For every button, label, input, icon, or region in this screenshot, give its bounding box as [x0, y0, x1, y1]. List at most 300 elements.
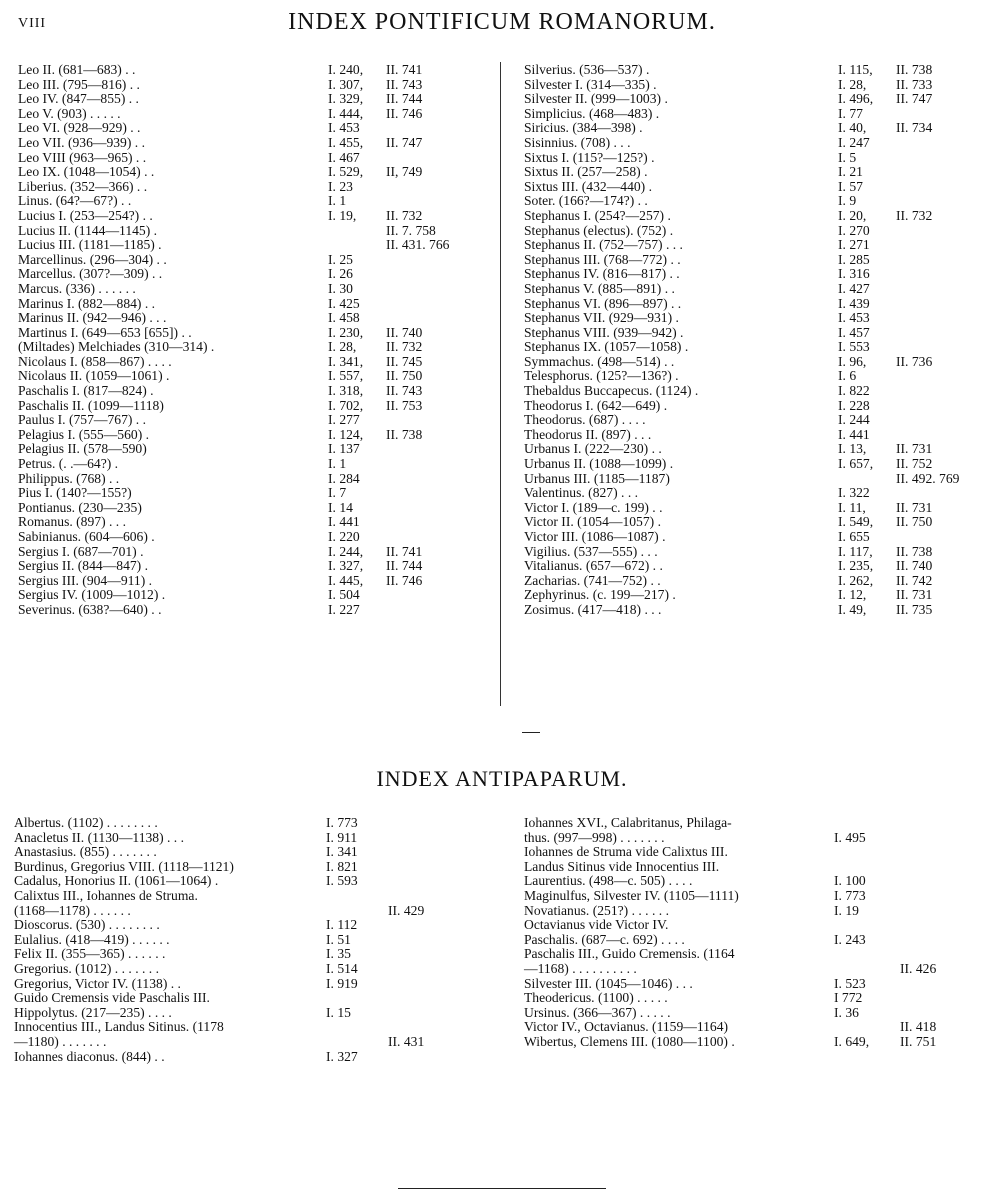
- pope-entry: [18, 340, 488, 355]
- entry-name: Wibertus, Clemens III. (1080—1100) .: [524, 1033, 735, 1049]
- entry-name: Sixtus I. (115?—125?) .: [524, 149, 655, 165]
- entry-name: Lucius I. (253—254?) . .: [18, 207, 153, 223]
- entry-name: (1168—1178) . . . . . .: [14, 902, 131, 918]
- volume-one-ref: I. 271: [838, 237, 870, 253]
- entry-name: Leo III. (795—816) . .: [18, 76, 140, 92]
- pope-entry: [18, 194, 488, 209]
- entry-name: Silvester III. (1045—1046) . . .: [524, 975, 693, 991]
- volume-one-ref: I. 341,: [328, 353, 364, 369]
- page-number: VIII: [18, 16, 47, 31]
- pope-entry: [524, 194, 994, 209]
- antipope-entry: [524, 1006, 994, 1021]
- pope-entry: [524, 165, 994, 180]
- volume-one-ref: I. 285: [838, 251, 870, 267]
- volume-one-ref: I. 243: [834, 931, 866, 947]
- volume-one-ref: I. 557,: [328, 368, 364, 384]
- volume-one-ref: I. 117,: [838, 543, 873, 559]
- pope-entry: [524, 107, 994, 122]
- volume-one-ref: I. 244,: [328, 543, 364, 559]
- pope-entry: [524, 486, 994, 501]
- pope-entry: [18, 209, 488, 224]
- volume-one-ref: I. 702,: [328, 397, 364, 413]
- volume-one-ref: I. 327: [326, 1048, 358, 1064]
- antipope-entry: [14, 831, 484, 846]
- volume-one-ref: I. 40,: [838, 120, 867, 136]
- pope-entry: [18, 92, 488, 107]
- entry-name: Cadalus, Honorius II. (1061—1064) .: [14, 873, 219, 889]
- antipapae-left-column: [14, 816, 484, 1064]
- entry-name: Philippus. (768) . .: [18, 470, 120, 486]
- entry-name: Urbanus I. (222—230) . .: [524, 441, 662, 457]
- pope-entry: [524, 559, 994, 574]
- entry-name: Pelagius I. (555—560) .: [18, 426, 150, 442]
- bottom-rule: [398, 1188, 606, 1189]
- pope-entry: [18, 413, 488, 428]
- volume-two-ref: II. 7. 758: [386, 222, 436, 238]
- entry-name: Lucius II. (1144—1145) .: [18, 222, 158, 238]
- entry-name: Gregorius, Victor IV. (1138) . .: [14, 975, 181, 991]
- volume-one-ref: I. 230,: [328, 324, 364, 340]
- entry-name: Sergius II. (844—847) .: [18, 558, 149, 574]
- pope-entry: [18, 515, 488, 530]
- entry-name: Silverius. (536—537) .: [524, 62, 650, 77]
- volume-one-ref: I. 14: [328, 499, 353, 515]
- volume-one-ref: I. 112: [326, 917, 358, 933]
- volume-one-ref: I. 124,: [328, 426, 364, 442]
- volume-two-ref: II. 732: [386, 207, 423, 223]
- pope-entry: [524, 369, 994, 384]
- pope-entry: [18, 501, 488, 516]
- entry-name: Sabinianus. (604—606) .: [18, 529, 155, 544]
- volume-one-ref: I. 19: [834, 902, 859, 918]
- entry-name: Hippolytus. (217—235) . . . .: [14, 1004, 172, 1020]
- entry-name: Marinus II. (942—946) . . .: [18, 310, 167, 326]
- volume-one-ref: I. 919: [326, 975, 358, 991]
- volume-one-ref: I. 137: [328, 441, 360, 457]
- entry-name: Ursinus. (366—367) . . . . .: [524, 1004, 671, 1020]
- entry-name: Pelagius II. (578—590): [18, 441, 147, 457]
- pope-entry: [524, 442, 994, 457]
- volume-one-ref: I. 316: [838, 266, 870, 282]
- entry-name: Stephanus VII. (929—931) .: [524, 310, 679, 326]
- pope-entry: [524, 588, 994, 603]
- entry-name: Leo VIII (963—965) . .: [18, 149, 147, 165]
- entry-name: Martinus I. (649—653 [655]) . .: [18, 324, 192, 340]
- antipope-entry: [14, 904, 484, 919]
- entry-name: Urbanus II. (1088—1099) .: [524, 456, 674, 472]
- pope-entry: [18, 559, 488, 574]
- volume-one-ref: I. 6: [838, 368, 857, 384]
- volume-two-ref: II. 735: [896, 601, 933, 617]
- pope-entry: [18, 369, 488, 384]
- entry-name: Innocentius III., Landus Sitinus. (1178: [14, 1019, 224, 1035]
- pontifices-right-column: [524, 63, 994, 618]
- entry-name: Pontianus. (230—235): [18, 499, 142, 515]
- antipope-entry: [14, 1050, 484, 1065]
- entry-name: Nicolaus I. (858—867) . . . .: [18, 353, 172, 369]
- pope-entry: [524, 63, 994, 78]
- volume-one-ref: I. 23: [328, 178, 353, 194]
- volume-two-ref: II. 431. 766: [386, 237, 450, 253]
- volume-one-ref: I. 228: [838, 397, 870, 413]
- pope-entry: [524, 282, 994, 297]
- entry-name: Leo V. (903) . . . . .: [18, 105, 121, 121]
- pope-entry: [524, 340, 994, 355]
- entry-name: Telesphorus. (125?—136?) .: [524, 368, 679, 384]
- volume-one-ref: I. 9: [838, 193, 857, 209]
- volume-one-ref: I. 553: [838, 339, 870, 355]
- entry-name: Marcus. (336) . . . . . .: [18, 280, 136, 296]
- antipope-entry: [524, 860, 994, 875]
- volume-two-ref: II. 732: [386, 339, 423, 355]
- volume-one-ref: I. 911: [326, 829, 358, 845]
- volume-one-ref: I. 327,: [328, 558, 364, 574]
- pope-entry: [524, 209, 994, 224]
- entry-name: Soter. (166?—174?) . .: [524, 193, 648, 209]
- antipope-entry: [14, 1006, 484, 1021]
- volume-two-ref: II. 744: [386, 91, 423, 107]
- entry-name: Theodericus. (1100) . . . . .: [524, 990, 668, 1006]
- volume-one-ref: I. 457: [838, 324, 870, 340]
- pope-entry: [18, 151, 488, 166]
- entry-name: Dioscorus. (530) . . . . . . . .: [14, 917, 160, 933]
- volume-one-ref: I. 115,: [838, 62, 873, 77]
- volume-two-ref: II. 742: [896, 572, 933, 588]
- entry-name: Stephanus (electus). (752) .: [524, 222, 674, 238]
- volume-two-ref: II. 744: [386, 558, 423, 574]
- volume-two-ref: II. 731: [896, 499, 933, 515]
- volume-one-ref: I. 549,: [838, 514, 874, 530]
- entry-name: Stephanus VIII. (939—942) .: [524, 324, 684, 340]
- volume-one-ref: I. 35: [326, 946, 351, 962]
- antipope-entry: [524, 845, 994, 860]
- pope-entry: [18, 180, 488, 195]
- entry-name: Novatianus. (251?) . . . . . .: [524, 902, 669, 918]
- pope-entry: [18, 399, 488, 414]
- volume-one-ref: I. 15: [326, 1004, 351, 1020]
- volume-one-ref: I 772: [834, 990, 863, 1006]
- volume-one-ref: I. 453: [328, 120, 360, 136]
- pope-entry: [18, 457, 488, 472]
- pope-entry: [524, 515, 994, 530]
- antipope-entry: [14, 860, 484, 875]
- entry-name: Stephanus II. (752—757) . . .: [524, 237, 683, 253]
- pope-entry: [524, 92, 994, 107]
- volume-one-ref: I. 496,: [838, 91, 874, 107]
- pope-entry: [18, 326, 488, 341]
- volume-two-ref: II. 733: [896, 76, 933, 92]
- volume-one-ref: I. 57: [838, 178, 863, 194]
- entry-name: Sixtus III. (432—440) .: [524, 178, 652, 194]
- entry-name: Severinus. (638?—640) . .: [18, 601, 162, 617]
- entry-name: Marinus I. (882—884) . .: [18, 295, 156, 311]
- pope-entry: [524, 267, 994, 282]
- antipope-entry: [14, 962, 484, 977]
- pope-entry: [18, 545, 488, 560]
- entry-name: Guido Cremensis vide Paschalis III.: [14, 990, 210, 1006]
- volume-one-ref: I. 318,: [328, 383, 364, 399]
- pope-entry: [18, 136, 488, 151]
- volume-one-ref: I. 455,: [328, 134, 364, 150]
- pope-entry: [18, 588, 488, 603]
- entry-name: Iohannes diaconus. (844) . .: [14, 1048, 165, 1064]
- antipope-entry: [14, 845, 484, 860]
- volume-one-ref: I. 458: [328, 310, 360, 326]
- entry-name: Urbanus III. (1185—1187): [524, 470, 670, 486]
- volume-one-ref: I. 427: [838, 280, 870, 296]
- volume-one-ref: I. 441: [838, 426, 870, 442]
- entry-name: Stephanus III. (768—772) . .: [524, 251, 681, 267]
- antipope-entry: [14, 991, 484, 1006]
- entry-name: Maginulfus, Silvester IV. (1105—1111): [524, 887, 739, 903]
- volume-one-ref: I. 270: [838, 222, 870, 238]
- volume-one-ref: I. 12,: [838, 587, 867, 603]
- volume-one-ref: I. 21: [838, 164, 863, 180]
- volume-two-ref: II, 749: [386, 164, 423, 180]
- volume-one-ref: I. 49,: [838, 601, 867, 617]
- entry-name: Paschalis III., Guido Cremensis. (1164: [524, 946, 735, 962]
- entry-name: Victor IV., Octavianus. (1159—1164): [524, 1019, 729, 1035]
- entry-name: Gregorius. (1012) . . . . . . .: [14, 960, 159, 976]
- volume-one-ref: I. 441: [328, 514, 360, 530]
- volume-two-ref: II. 731: [896, 587, 933, 603]
- antipope-entry: [524, 831, 994, 846]
- pope-entry: [524, 530, 994, 545]
- entry-name: Sergius IV. (1009—1012) .: [18, 587, 166, 603]
- volume-one-ref: I. 657,: [838, 456, 874, 472]
- volume-two-ref: II. 738: [896, 543, 933, 559]
- volume-one-ref: I. 523: [834, 975, 866, 991]
- antipope-entry: [524, 816, 994, 831]
- entry-name: Stephanus VI. (896—897) . .: [524, 295, 682, 311]
- volume-two-ref: II. 753: [386, 397, 423, 413]
- volume-one-ref: I. 593: [326, 873, 358, 889]
- antipope-entry: [524, 1020, 994, 1035]
- antipope-entry: [14, 977, 484, 992]
- pope-entry: [18, 121, 488, 136]
- entry-name: Leo VI. (928—929) . .: [18, 120, 141, 136]
- volume-two-ref: II. 431: [388, 1033, 425, 1049]
- entry-name: Paschalis I. (817—824) .: [18, 383, 154, 399]
- entry-name: Albertus. (1102) . . . . . . . .: [14, 815, 158, 830]
- volume-one-ref: I. 77: [838, 105, 863, 121]
- volume-one-ref: I. 247: [838, 134, 870, 150]
- entry-name: thus. (997—998) . . . . . . .: [524, 829, 665, 845]
- antipope-entry: [14, 1020, 484, 1035]
- volume-two-ref: II. 738: [896, 62, 933, 77]
- entry-name: Eulalius. (418—419) . . . . . .: [14, 931, 170, 947]
- volume-two-ref: II. 741: [386, 62, 423, 77]
- volume-one-ref: I. 51: [326, 931, 351, 947]
- entry-name: Theodorus II. (897) . . .: [524, 426, 652, 442]
- volume-one-ref: I. 444,: [328, 105, 364, 121]
- volume-two-ref: II. 429: [388, 902, 425, 918]
- antipope-entry: [524, 1035, 994, 1050]
- pope-entry: [524, 545, 994, 560]
- entry-name: Simplicius. (468—483) .: [524, 105, 660, 121]
- pope-entry: [18, 253, 488, 268]
- volume-one-ref: I. 240,: [328, 62, 364, 77]
- volume-one-ref: I. 20,: [838, 207, 867, 223]
- pope-entry: [524, 501, 994, 516]
- volume-two-ref: II. 740: [386, 324, 423, 340]
- pope-entry: [18, 530, 488, 545]
- entry-name: Laurentius. (498—c. 505) . . . .: [524, 873, 693, 889]
- volume-two-ref: II. 740: [896, 558, 933, 574]
- entry-name: Silvester I. (314—335) .: [524, 76, 657, 92]
- pope-entry: [18, 78, 488, 93]
- volume-one-ref: I. 30: [328, 280, 353, 296]
- volume-two-ref: II. 747: [896, 91, 933, 107]
- entry-name: Petrus. (. .—64?) .: [18, 456, 119, 472]
- volume-two-ref: II. 752: [896, 456, 933, 472]
- entry-name: Theodorus I. (642—649) .: [524, 397, 668, 413]
- volume-two-ref: II. 743: [386, 76, 423, 92]
- antipope-entry: [524, 918, 994, 933]
- volume-two-ref: II. 743: [386, 383, 423, 399]
- entry-name: Felix II. (355—365) . . . . . .: [14, 946, 166, 962]
- volume-one-ref: I. 329,: [328, 91, 364, 107]
- antipope-entry: [524, 904, 994, 919]
- pope-entry: [18, 165, 488, 180]
- antipope-entry: [524, 933, 994, 948]
- volume-one-ref: I. 445,: [328, 572, 364, 588]
- volume-one-ref: I. 244: [838, 412, 870, 428]
- volume-one-ref: I. 284: [328, 470, 360, 486]
- pope-entry: [524, 399, 994, 414]
- pope-entry: [18, 224, 488, 239]
- antipope-entry: [14, 947, 484, 962]
- volume-one-ref: I. 821: [326, 858, 358, 874]
- antipapae-title: INDEX ANTIPAPARUM.: [376, 766, 628, 791]
- entry-name: Linus. (64?—67?) . .: [18, 193, 132, 209]
- volume-one-ref: I. 220: [328, 529, 360, 544]
- pope-entry: [18, 107, 488, 122]
- entry-name: Romanus. (897) . . .: [18, 514, 126, 530]
- volume-one-ref: I. 25: [328, 251, 353, 267]
- volume-two-ref: II. 746: [386, 105, 423, 121]
- entry-name: Zacharias. (741—752) . .: [524, 572, 661, 588]
- volume-one-ref: I. 649,: [834, 1033, 870, 1049]
- antipope-entry: [524, 874, 994, 889]
- volume-two-ref: II. 734: [896, 120, 933, 136]
- volume-one-ref: I. 262,: [838, 572, 874, 588]
- volume-two-ref: II. 736: [896, 353, 933, 369]
- entry-name: Vigilius. (537—555) . . .: [524, 543, 658, 559]
- volume-two-ref: II. 747: [386, 134, 423, 150]
- pope-entry: [524, 238, 994, 253]
- volume-two-ref: II. 746: [386, 572, 423, 588]
- entry-name: Leo VII. (936—939) . .: [18, 134, 145, 150]
- volume-one-ref: I. 467: [328, 149, 360, 165]
- entry-name: Victor II. (1054—1057) .: [524, 514, 661, 530]
- volume-one-ref: I. 28,: [328, 339, 357, 355]
- pope-entry: [18, 297, 488, 312]
- volume-one-ref: I. 28,: [838, 76, 867, 92]
- pope-entry: [18, 603, 488, 618]
- entry-name: Burdinus, Gregorius VIII. (1118—1121): [14, 858, 234, 874]
- volume-two-ref: II. 751: [900, 1033, 937, 1049]
- entry-name: Paulus I. (757—767) . .: [18, 412, 146, 428]
- pope-entry: [524, 603, 994, 618]
- entry-name: Nicolaus II. (1059—1061) .: [18, 368, 170, 384]
- entry-name: Valentinus. (827) . . .: [524, 485, 639, 501]
- volume-one-ref: I. 1: [328, 193, 347, 209]
- pope-entry: [18, 311, 488, 326]
- volume-two-ref: II. 750: [386, 368, 423, 384]
- entry-name: Anastasius. (855) . . . . . . .: [14, 844, 157, 860]
- entry-name: Octavianus vide Victor IV.: [524, 917, 669, 933]
- entry-name: Symmachus. (498—514) . .: [524, 353, 675, 369]
- pope-entry: [18, 282, 488, 297]
- entry-name: Thebaldus Buccapecus. (1124) .: [524, 383, 699, 399]
- volume-one-ref: I. 773: [326, 815, 358, 830]
- entry-name: Zephyrinus. (c. 199—217) .: [524, 587, 676, 603]
- volume-one-ref: I. 19,: [328, 207, 357, 223]
- entry-name: Pius I. (140?—155?): [18, 485, 132, 501]
- entry-name: Silvester II. (999—1003) .: [524, 91, 668, 107]
- pope-entry: [524, 136, 994, 151]
- pope-entry: [524, 355, 994, 370]
- antipope-entry: [14, 933, 484, 948]
- pope-entry: [18, 238, 488, 253]
- pope-entry: [524, 151, 994, 166]
- antipope-entry: [14, 918, 484, 933]
- volume-one-ref: I. 655: [838, 529, 870, 544]
- antipope-entry: [14, 874, 484, 889]
- antipope-entry: [524, 977, 994, 992]
- volume-one-ref: I. 277: [328, 412, 360, 428]
- entry-name: (Miltades) Melchiades (310—314) .: [18, 339, 215, 355]
- volume-one-ref: I. 96,: [838, 353, 867, 369]
- volume-one-ref: I. 453: [838, 310, 870, 326]
- entry-name: Leo IX. (1048—1054) . .: [18, 164, 155, 180]
- antipope-entry: [524, 889, 994, 904]
- antipapae-right-column: [524, 816, 994, 1050]
- pope-entry: [524, 78, 994, 93]
- entry-name: Stephanus V. (885—891) . .: [524, 280, 675, 296]
- pope-entry: [18, 428, 488, 443]
- volume-two-ref: II. 731: [896, 441, 933, 457]
- volume-one-ref: I. 100: [834, 873, 866, 889]
- entry-name: Stephanus I. (254?—257) .: [524, 207, 671, 223]
- pope-entry: [18, 63, 488, 78]
- pope-entry: [18, 355, 488, 370]
- volume-two-ref: II. 492. 769: [896, 470, 960, 486]
- section-separator: [522, 732, 540, 733]
- volume-one-ref: I. 439: [838, 295, 870, 311]
- pope-entry: [524, 384, 994, 399]
- pope-entry: [18, 384, 488, 399]
- pope-entry: [18, 574, 488, 589]
- pope-entry: [524, 326, 994, 341]
- volume-one-ref: I. 529,: [328, 164, 364, 180]
- volume-two-ref: II. 750: [896, 514, 933, 530]
- column-divider: [500, 62, 501, 706]
- pope-entry: [524, 413, 994, 428]
- volume-one-ref: I. 13,: [838, 441, 867, 457]
- pope-entry: [524, 472, 994, 487]
- antipope-entry: [524, 991, 994, 1006]
- entry-name: Calixtus III., Iohannes de Struma.: [14, 887, 198, 903]
- entry-name: Marcellus. (307?—309) . .: [18, 266, 163, 282]
- volume-one-ref: I. 1: [328, 456, 347, 472]
- entry-name: Victor III. (1086—1087) .: [524, 529, 666, 544]
- entry-name: Sixtus II. (257—258) .: [524, 164, 648, 180]
- volume-one-ref: I. 26: [328, 266, 353, 282]
- pope-entry: [524, 253, 994, 268]
- volume-one-ref: I. 773: [834, 887, 866, 903]
